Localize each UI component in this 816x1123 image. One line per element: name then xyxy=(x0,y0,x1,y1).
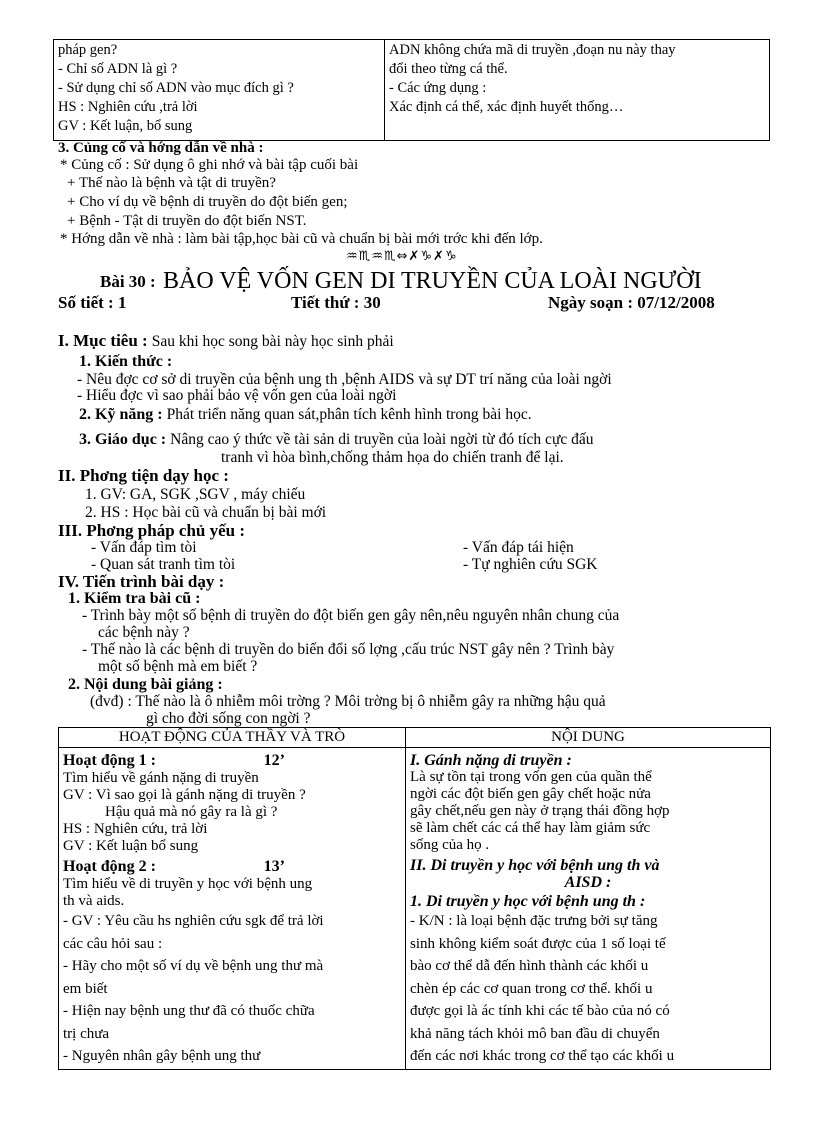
column-header-activities: HOẠT ĐỘNG CỦA THẦY VÀ TRÒ xyxy=(59,728,406,748)
activity-line: trị chưa xyxy=(63,1025,110,1042)
skills-text: Phát triển năng quan sát,phân tích kênh hình trong bài học. xyxy=(166,406,532,423)
check-item: - Trình bày một số bệnh di truyền do đột biến gen gây nên,nêu nguyên nhân chung của xyxy=(82,607,620,624)
table-line: - Sử dụng chỉ số ADN vào mục đích gì ? xyxy=(58,80,294,96)
activity-line: Hậu quả mà nó gây ra là gì ? xyxy=(105,804,278,820)
consolidation-line: + Thế nào là bệnh và tật di truyền? xyxy=(67,175,276,191)
attitude-text: Nâng cao ý thức về tài sản di truyền của loài ngời từ đó tích cực đấu xyxy=(170,431,594,448)
table-line: Xác định cá thể, xác định huyết thống… xyxy=(389,99,624,115)
activity-title-row xyxy=(63,752,401,770)
activity-line: - Nguyên nhân gây bệnh ung thư xyxy=(63,1048,261,1064)
activity-line: HS : Nghiên cứu, trả lời xyxy=(63,821,208,837)
methods-heading: III. Phơng pháp chủ yếu : xyxy=(58,521,246,540)
lesson-intro: (đvđ) : Thế nào là ô nhiễm môi trờng ? Môi trờng bị ô nhiễm gây ra những hậu quả xyxy=(90,693,606,710)
knowledge-item: - Nêu đợc cơ sở di truyền của bệnh ung th ,bệnh AIDS và sự DT trí năng của loài ngời xyxy=(77,371,612,388)
activity-line: - Hãy cho một số ví dụ về bệnh ung thư mà xyxy=(63,958,324,974)
activity2-title: Hoạt động 2 : xyxy=(63,858,156,875)
attitude-row xyxy=(79,431,593,449)
lesson-periods: Số tiết : 1 xyxy=(58,293,127,312)
activity1-time: 12’ xyxy=(263,752,285,769)
content-line: sống của họ . xyxy=(410,837,490,853)
content-line: - K/N : là loại bệnh đặc trưng bởi sự tăng xyxy=(410,913,658,929)
consolidation-line: + Cho ví dụ về bệnh di truyền do đột biến gen; xyxy=(67,194,348,210)
means-heading: II. Phơng tiện dạy học : xyxy=(58,466,229,485)
lesson-number: Bài 30 : xyxy=(100,272,156,291)
means-item: 2. HS : Học bài cũ và chuẩn bị bài mới xyxy=(85,504,327,521)
consolidation-line: * Hớng dẫn về nhà : làm bài tập,học bài cũ và chuẩn bị bài mới trớc khi đến lớp. xyxy=(60,231,543,247)
objectives-heading: I. Mục tiêu : xyxy=(58,331,148,350)
lesson-intro: gì cho đời sống con ngời ? xyxy=(146,710,311,727)
section2-title: II. Di truyền y học với bệnh ung th và xyxy=(410,857,660,874)
activities-cell xyxy=(59,748,406,1070)
column-header-content: NỘI DUNG xyxy=(406,728,771,748)
ornament-divider: ♒♏♒♏⇔✗♑✗♑ xyxy=(346,249,458,264)
content-line: sẽ làm chết các cá thể hay làm giảm sức xyxy=(410,820,651,836)
method-item: - Vấn đáp tái hiện xyxy=(463,539,574,556)
activity-line: Tìm hiểu về gánh nặng di truyền xyxy=(63,770,259,786)
activity-table xyxy=(58,727,771,1070)
consolidation-line: * Củng cố : Sử dụng ô ghi nhớ và bài tập cuối bài xyxy=(60,157,359,173)
activity1-title: Hoạt động 1 : xyxy=(63,752,156,769)
section1-title: I. Gánh nặng di truyền : xyxy=(410,752,572,769)
table-line: ADN không chứa mã di truyền ,đoạn nu này thay xyxy=(389,42,676,58)
content-line: đến các nơi khác trong cơ thể tạo các khối u xyxy=(410,1048,675,1064)
content-line: sinh không kiểm soát được của 1 số loại tế xyxy=(410,935,666,952)
content-line: gây chết,nếu gen này ở trạng thái đồng hợp xyxy=(410,803,670,819)
table-line: - Các ứng dụng : xyxy=(389,80,487,96)
means-item: 1. GV: GA, SGK ,SGV , máy chiếu xyxy=(85,486,306,503)
top-table-right-cell xyxy=(385,40,770,141)
activity-line: các câu hỏi sau : xyxy=(63,935,163,952)
top-table-left-cell xyxy=(54,40,385,141)
table-line: pháp gen? xyxy=(58,42,118,58)
section2-1-title: 1. Di truyền y học với bệnh ung th : xyxy=(410,893,646,910)
consolidation-heading: 3. Củng cố và hớng dẫn về nhà : xyxy=(58,140,264,156)
objectives-section xyxy=(58,331,394,351)
content-cell xyxy=(406,748,771,1070)
method-item: - Vấn đáp tìm tòi xyxy=(91,539,197,556)
activity-line: GV : Vì sao gọi là gánh nặng di truyền ? xyxy=(63,787,306,803)
table-line: đổi theo từng cá thể. xyxy=(389,61,508,77)
lesson-period-number: Tiết thứ : 30 xyxy=(291,293,381,312)
activity-line: Tìm hiểu về di truyền y học với bệnh ung xyxy=(63,876,313,892)
activity-line: GV : Kết luận bổ sung xyxy=(63,838,199,854)
content-line: ngời các đột biến gen gây chết hoặc nửa xyxy=(410,786,651,802)
activity2-time: 13’ xyxy=(263,858,285,875)
table-line: HS : Nghiên cứu ,trả lời xyxy=(58,99,198,115)
method-item: - Quan sát tranh tìm tòi xyxy=(91,556,236,573)
check-heading: 1. Kiểm tra bài cũ : xyxy=(68,590,201,607)
objectives-intro: Sau khi học song bài này học sinh phải xyxy=(151,333,394,350)
content-heading: 2. Nội dung bài giảng : xyxy=(68,676,223,693)
content-line: khả năng tách khỏi mô ban đầu di chuyển xyxy=(410,1025,660,1042)
knowledge-heading: 1. Kiến thức : xyxy=(79,353,173,370)
knowledge-item: - Hiểu đợc vì sao phải bảo vệ vốn gen của loài ngời xyxy=(77,387,397,404)
table-line: GV : Kết luận, bổ sung xyxy=(58,118,193,134)
skills-row xyxy=(79,406,532,424)
activity-line: - GV : Yêu cầu hs nghiên cứu sgk để trả lời xyxy=(63,913,324,929)
attitude-heading: 3. Giáo dục : xyxy=(79,431,167,448)
section2-title: AISD : xyxy=(564,874,612,891)
content-line: bào cơ thể dẫ đến hình thành các khối u xyxy=(410,958,649,974)
activity-line: em biết xyxy=(63,980,108,997)
activity-title-row xyxy=(63,858,401,876)
skills-heading: 2. Kỹ năng : xyxy=(79,406,163,423)
check-item: - Thế nào là các bệnh di truyền do biến đổi số lợng ,cấu trúc NST gây nên ? Trình bày xyxy=(82,641,615,658)
content-line: chèn ép các cơ quan trong cơ thể. khối u xyxy=(410,980,653,997)
procedure-heading: IV. Tiến trình bài dạy : xyxy=(58,572,225,591)
table-line: - Chỉ số ADN là gì ? xyxy=(58,61,178,77)
method-item: - Tự nghiên cứu SGK xyxy=(463,556,598,573)
lesson-date: Ngày soạn : 07/12/2008 xyxy=(548,293,715,312)
consolidation-line: + Bệnh - Tật di truyền do đột biến NST. xyxy=(67,213,307,229)
activity-line: - Hiện nay bệnh ung thư đã có thuốc chữa xyxy=(63,1003,315,1019)
lesson-title: BẢO VỆ VỐN GEN DI TRUYỀN CỦA LOÀI NGƯỜI xyxy=(163,268,702,294)
top-table xyxy=(53,39,770,141)
activity-line: th và aids. xyxy=(63,893,125,909)
content-line: được gọi là ác tính khi các tế bào của nó có xyxy=(410,1003,670,1019)
check-item: một số bệnh mà em biết ? xyxy=(98,658,258,675)
check-item: các bệnh này ? xyxy=(98,624,190,641)
content-line: Là sự tồn tại trong vốn gen của quần thể xyxy=(410,769,652,785)
attitude-text: tranh vì hòa bình,chống thảm họa do chiến tranh để lại. xyxy=(221,449,564,466)
